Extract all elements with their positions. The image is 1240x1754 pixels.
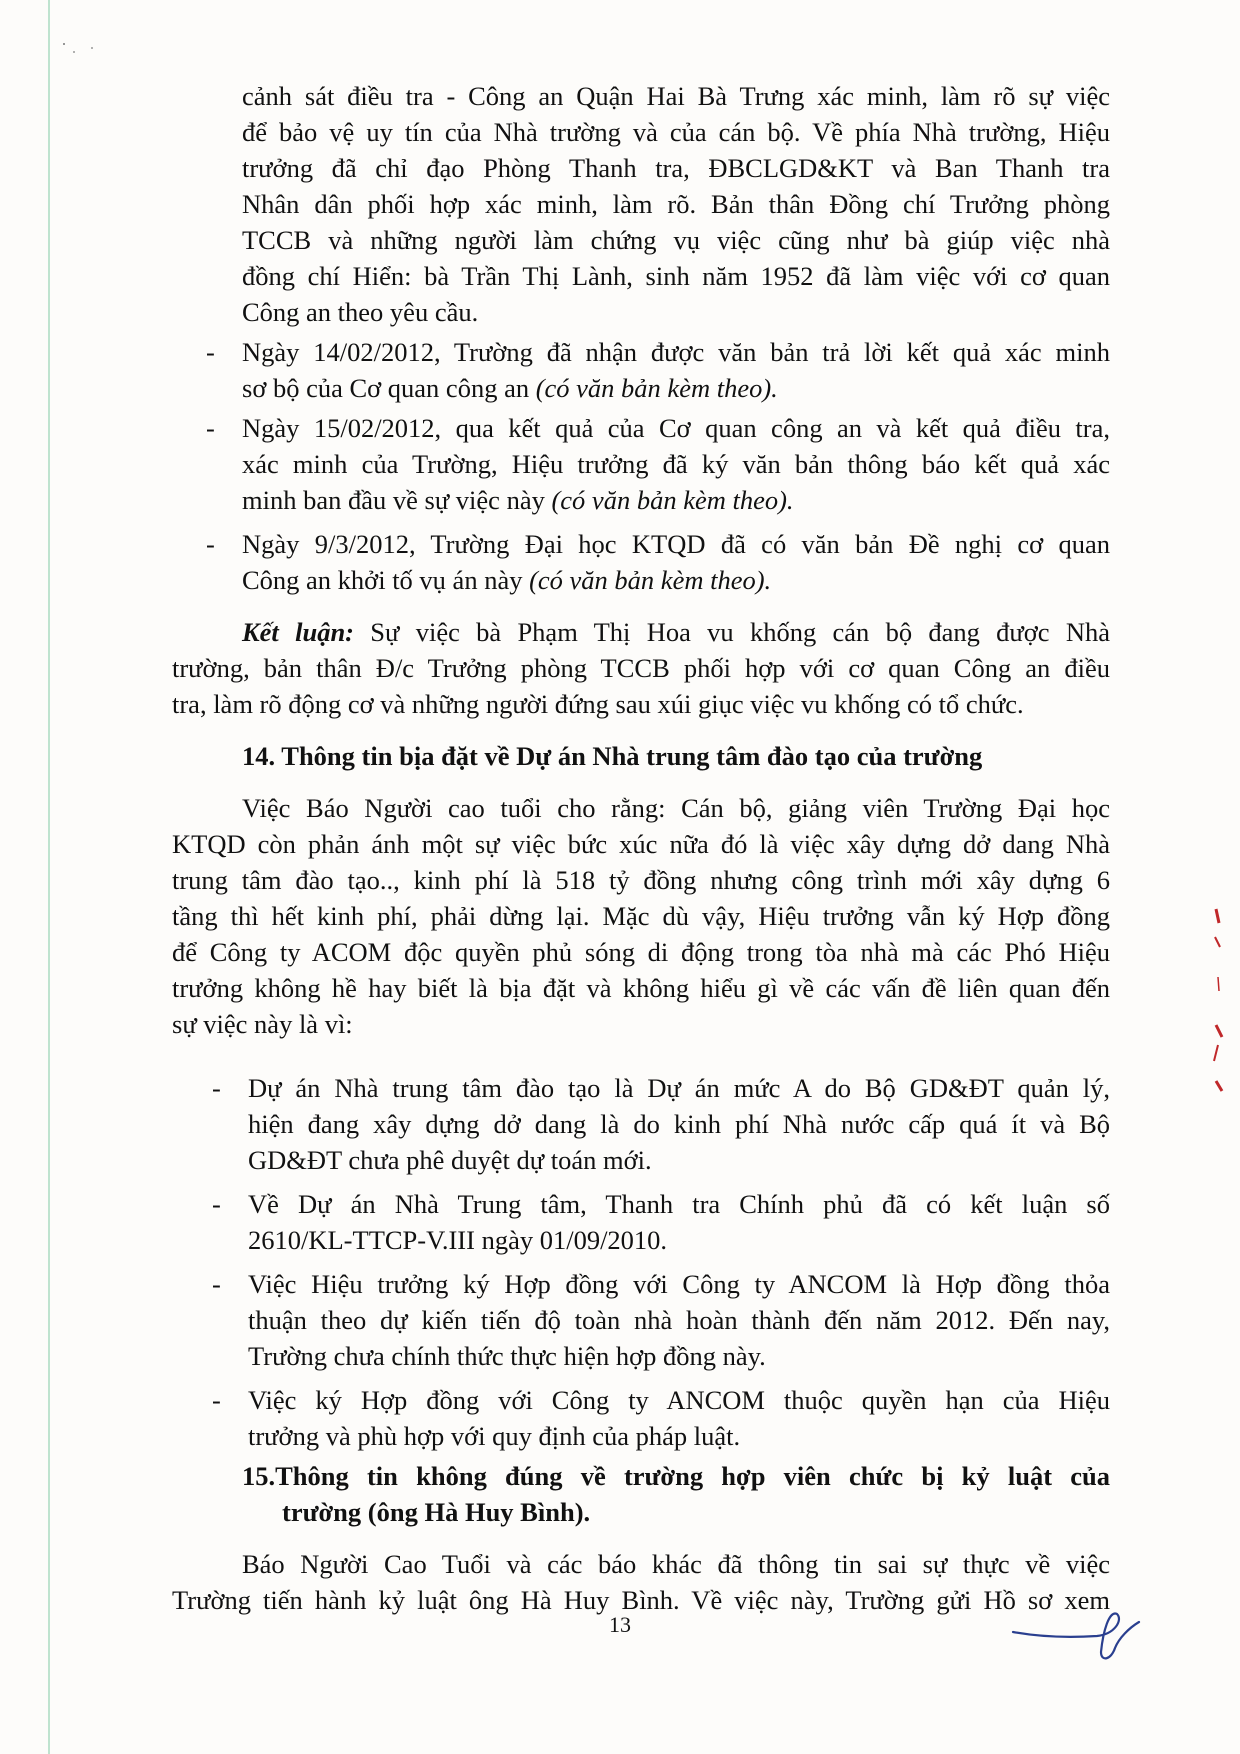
signature-icon [1005, 1612, 1145, 1662]
bullet-line: Việc Hiệu trưởng ký Hợp đồng với Công ty ANCOM là Hợp đồng thỏa [248, 1269, 1110, 1299]
bullet-dash: - [206, 413, 215, 443]
bullet-dash: - [212, 1189, 221, 1219]
bullet-line: Trường chưa chính thức thực hiện hợp đồng này. [248, 1341, 766, 1371]
section-heading-14: 14. Thông tin bịa đặt về Dự án Nhà trung tâm đào tạo của trường [242, 741, 983, 771]
paragraph-line: tầng thì hết kinh phí, phải dừng lại. Mặc dù vậy, Hiệu trưởng vẫn ký Hợp đồng [172, 901, 1110, 931]
paragraph-line: trưởng đã chỉ đạo Phòng Thanh tra, ĐBCLGD&KT và Ban Thanh tra [242, 153, 1110, 183]
paragraph-line: trưởng không hề hay biết là bịa đặt và không hiểu gì về các vấn đề liên quan đến [172, 973, 1110, 1003]
paragraph-line: KTQD còn phản ánh một sự việc bức xúc nữa đó là việc xây dựng dở dang Nhà [172, 829, 1110, 859]
bullet-line: Việc ký Hợp đồng với Công ty ANCOM thuộc quyền hạn của Hiệu [248, 1385, 1110, 1415]
bullet-dash: - [212, 1073, 221, 1103]
conclusion-label: Kết luận: [242, 617, 355, 647]
page-number: 13 [609, 1612, 631, 1637]
bullet-line: Dự án Nhà trung tâm đào tạo là Dự án mức A do Bộ GD&ĐT quản lý, [248, 1073, 1110, 1103]
paragraph-line: để Công ty ACOM độc quyền phủ sóng di động trong tòa nhà mà các Phó Hiệu [172, 937, 1110, 967]
paragraph-line: Việc Báo Người cao tuổi cho rằng: Cán bộ, giảng viên Trường Đại học [242, 793, 1110, 823]
bullet-dash: - [212, 1385, 221, 1415]
conclusion-text: Sự việc bà Phạm Thị Hoa vu khống cán bộ đang được Nhà [354, 617, 1111, 647]
bullet-line [242, 482, 794, 518]
conclusion-line: tra, làm rõ động cơ và những người đứng sau xúi giục việc vu khống có tổ chức. [172, 689, 1024, 719]
bullet-text: minh ban đầu về sự việc này [242, 485, 552, 515]
section-heading-15: 15.Thông tin không đúng về trường hợp viên chức bị kỷ luật của [242, 1461, 1110, 1491]
bullet-line: GD&ĐT chưa phê duyệt dự toán mới. [248, 1145, 652, 1175]
bullet-line: Ngày 15/02/2012, qua kết quả của Cơ quan công an và kết quả điều tra, [242, 413, 1110, 443]
paragraph-line: để bảo vệ uy tín của Nhà trường và của cán bộ. Về phía Nhà trường, Hiệu [242, 117, 1110, 147]
bullet-line: thuận theo dự kiến tiến độ toàn nhà hoàn thành đến năm 2012. Đến nay, [248, 1305, 1110, 1335]
section-heading-15-cont: trường (ông Hà Huy Bình). [282, 1497, 591, 1527]
conclusion-line [242, 614, 1110, 650]
paragraph-line: sự việc này là vì: [172, 1009, 353, 1039]
bullet-dash: - [206, 529, 215, 559]
bullet-dash: - [212, 1269, 221, 1299]
bullet-text: sơ bộ của Cơ quan công an [242, 373, 536, 403]
bullet-line: 2610/KL-TTCP-V.III ngày 01/09/2010. [248, 1225, 668, 1255]
bullet-line: Ngày 14/02/2012, Trường đã nhận được văn bản trả lời kết quả xác minh [242, 337, 1110, 367]
bullet-text: Công an khởi tố vụ án này [242, 565, 530, 595]
paragraph-line: Nhân dân phối hợp xác minh, làm rõ. Bản thân Đồng chí Trưởng phòng [242, 189, 1110, 219]
bullet-line: hiện đang xây dựng dở dang là do kinh phí Nhà nước cấp quá ít và Bộ [248, 1109, 1110, 1139]
paragraph-line: cảnh sát điều tra - Công an Quận Hai Bà Trưng xác minh, làm rõ sự việc [242, 81, 1110, 111]
attachment-note: (có văn bản kèm theo). [535, 373, 778, 403]
bullet-dash: - [206, 337, 215, 367]
conclusion-line: trường, bản thân Đ/c Trưởng phòng TCCB phối hợp với cơ quan Công an điều [172, 653, 1110, 683]
attachment-note: (có văn bản kèm theo). [551, 485, 794, 515]
bullet-line: Về Dự án Nhà Trung tâm, Thanh tra Chính phủ đã có kết luận số [248, 1189, 1110, 1219]
bullet-line [242, 562, 771, 598]
bullet-line: Ngày 9/3/2012, Trường Đại học KTQD đã có văn bản Đề nghị cơ quan [242, 529, 1110, 559]
bullet-line [242, 370, 778, 406]
paragraph-line: TCCB và những người làm chứng vụ việc cũng như bà giúp việc nhà [242, 225, 1110, 255]
paragraph-line: Trường tiến hành kỷ luật ông Hà Huy Bình. Về việc này, Trường gửi Hồ sơ xem [172, 1585, 1110, 1615]
paragraph-line: đồng chí Hiển: bà Trần Thị Lành, sinh năm 1952 đã làm việc với cơ quan [242, 261, 1110, 291]
paragraph-line: trung tâm đào tạo.., kinh phí là 518 tỷ đồng nhưng công trình mới xây dựng 6 [172, 865, 1110, 895]
bullet-line: xác minh của Trường, Hiệu trưởng đã ký văn bản thông báo kết quả xác [242, 449, 1110, 479]
paragraph-line: Báo Người Cao Tuổi và các báo khác đã thông tin sai sự thực về việc [242, 1549, 1110, 1579]
bullet-line: trưởng và phù hợp với quy định của pháp luật. [248, 1421, 741, 1451]
scan-marks [1210, 905, 1234, 1115]
paragraph-line: Công an theo yêu cầu. [242, 297, 479, 327]
attachment-note: (có văn bản kèm theo). [529, 565, 772, 595]
